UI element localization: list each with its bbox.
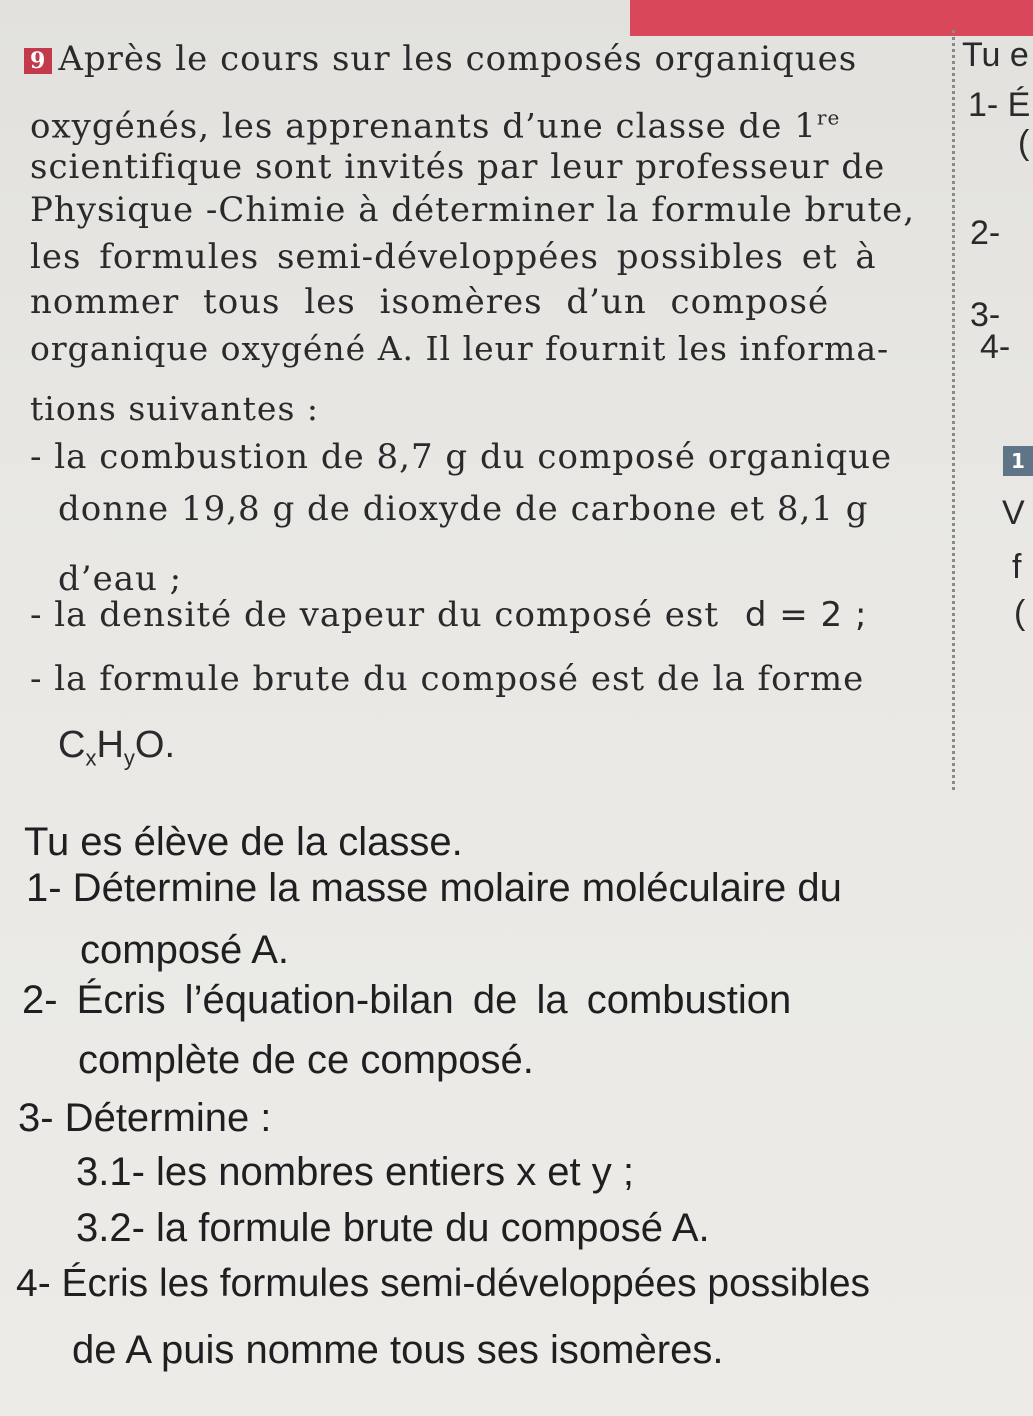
question-4: 4- Écris les formules semi-développées possibles: [16, 1262, 871, 1305]
header-color-band: [630, 0, 1033, 36]
statement-line-7: organique oxygéné A. Il leur fournit les informa-: [30, 329, 890, 368]
formula-form: $C_xH_yO$.: [58, 724, 176, 771]
question-2: 2- Écris l’équation-bilan de la combustion: [22, 978, 792, 1022]
statement-line-2: oxygénés, les apprenants d’une classe de 1re: [30, 106, 841, 147]
column-divider: [952, 30, 955, 790]
exercise-number-badge: 9: [24, 48, 52, 74]
statement-line-8: tions suivantes :: [30, 389, 320, 428]
side-text-3: (: [1018, 124, 1030, 162]
question-2-cont: complète de ce composé.: [78, 1038, 534, 1082]
class-level: 1re: [794, 106, 841, 147]
info-line-3: d’eau ;: [58, 559, 183, 599]
side-text-5: 3-: [970, 296, 1001, 334]
info-line-2: donne 19,8 g de dioxyde de carbone et 8,1 g: [58, 489, 869, 529]
statement-line-3: scientifique sont invités par leur professeur de: [30, 147, 886, 187]
question-3-2: 3.2- la formule brute du composé A.: [76, 1206, 710, 1250]
intro-line: Tu es élève de la classe.: [24, 820, 463, 864]
side-text-7: V: [1002, 494, 1025, 532]
side-text-2: 1- É: [968, 86, 1031, 124]
side-text-4: 2-: [970, 214, 1001, 252]
statement-line-1: 9 Après le cours sur les composés organiques: [24, 42, 857, 76]
side-text-6: 4-: [980, 328, 1011, 366]
side-badge: 1: [1003, 446, 1033, 476]
question-4-cont: de A puis nomme tous ses isomères.: [72, 1328, 724, 1372]
question-1: 1- Détermine la masse molaire moléculaire du: [26, 866, 842, 910]
side-text-9: (: [1014, 594, 1026, 632]
question-3: 3- Détermine :: [18, 1096, 272, 1140]
statement-line-5: les formules semi-développées possibles et à: [30, 237, 877, 277]
side-text-8: f: [1012, 548, 1022, 586]
info-line-1: - la combustion de 8,7 g du composé organique: [30, 437, 893, 477]
info-line-5: - la formule brute du composé est de la forme: [30, 659, 865, 699]
question-1-cont: composé A.: [80, 928, 290, 972]
info-line-4: - la densité de vapeur du composé est d = 2 ;: [30, 595, 868, 635]
statement-line-4: Physique -Chimie à déterminer la formule brute,: [30, 190, 916, 230]
side-text-1: Tu e: [962, 36, 1029, 74]
density-value: d = 2 ;: [744, 595, 868, 635]
statement-line-6: nommer tous les isomères d’un composé: [30, 282, 830, 322]
question-3-1: 3.1- les nombres entiers x et y ;: [76, 1150, 635, 1194]
